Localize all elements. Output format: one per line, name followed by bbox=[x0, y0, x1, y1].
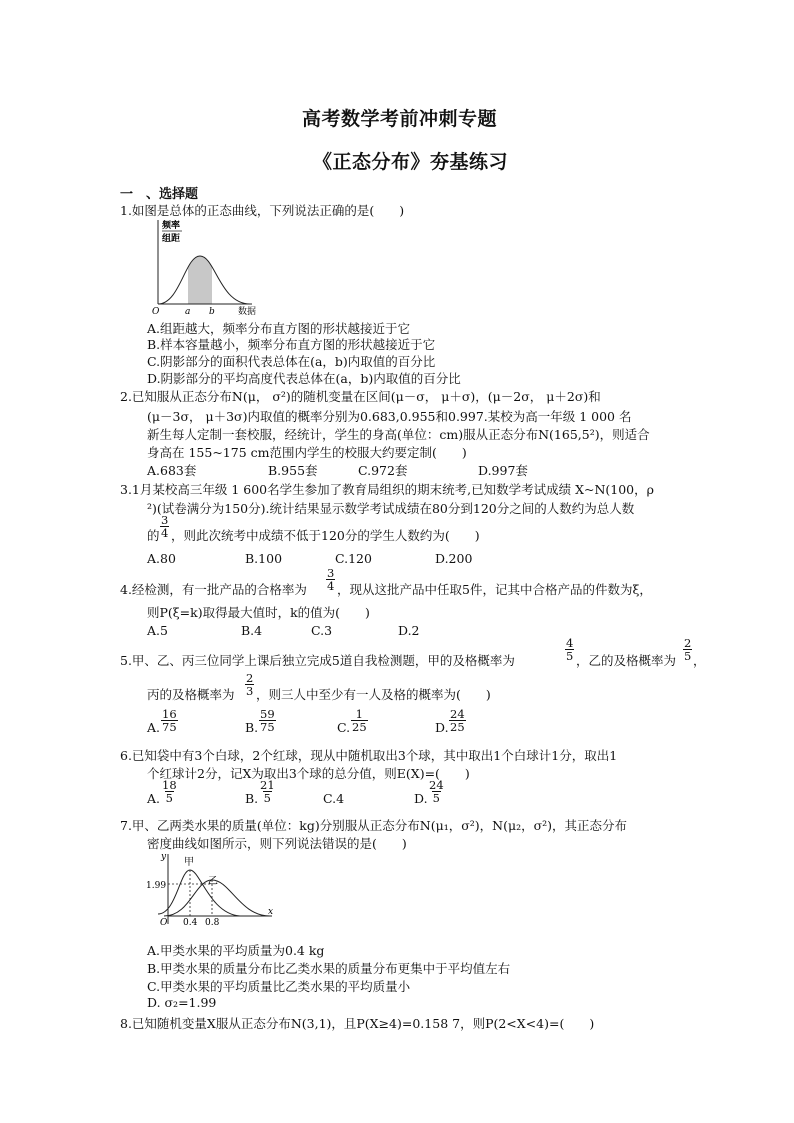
q4-fraction-denominator: 4 bbox=[327, 579, 335, 593]
q4-option-d: D.2 bbox=[398, 623, 420, 638]
q2-line-4: 身高在 155~175 cm范围内学生的校服大约要定制( ) bbox=[147, 445, 467, 460]
q6-option-b bbox=[259, 779, 276, 804]
q5-fraction-2 bbox=[683, 637, 692, 662]
q6-line-2: 个红球计2分，记X为取出3个球的总分值，则E(X)=( ) bbox=[147, 766, 470, 781]
q6-option-a-denominator: 5 bbox=[165, 791, 173, 805]
q5-option-a-label: A. bbox=[147, 720, 161, 735]
q7-line-1: 7.甲、乙两类水果的质量(单位：kg)分别服从正态分布N(μ₁，σ²)，N(μ₂，σ²)，其正态分布 bbox=[120, 818, 627, 833]
page-subtitle: 《正态分布》夯基练习 bbox=[313, 151, 509, 173]
curve-label-yi: 乙 bbox=[208, 876, 218, 887]
q7-option-d: D. σ₂=1.99 bbox=[147, 995, 217, 1010]
q5-option-c bbox=[351, 708, 368, 733]
q4-option-b: B.4 bbox=[241, 623, 263, 638]
q2-line-1: 2.已知服从正态分布N(μ， σ²)的随机变量在区间(μ－σ， μ＋σ)，(μ－2σ， μ＋2σ)和 bbox=[120, 389, 601, 404]
q5-fraction-3-denominator: 3 bbox=[246, 684, 254, 698]
q8-line-1: 8.已知随机变量X服从正态分布N(3,1)，且P(X≥4)=0.158 7，则P(2<X<4)=( ) bbox=[120, 1016, 595, 1031]
x-axis-label: 数据 bbox=[238, 307, 257, 316]
q5-option-a-numerator: 16 bbox=[162, 707, 177, 721]
q6-option-b-label: B. bbox=[245, 791, 259, 806]
y-tick-1-99: 1.99 bbox=[146, 881, 167, 891]
q7-option-b: B.甲类水果的质量分布比乙类水果的质量分布更集中于平均值左右 bbox=[147, 961, 511, 976]
q6-option-d-numerator: 24 bbox=[429, 778, 444, 792]
tick-b: b bbox=[209, 307, 215, 316]
q5-option-b-label: B. bbox=[245, 720, 259, 735]
q3-line-3-suffix: ，则此次统考中成绩不低于120分的学生人数约为( ) bbox=[171, 528, 480, 543]
q3-option-d: D.200 bbox=[435, 551, 473, 566]
q5-line-1-mid: ，乙的及格概率为 bbox=[576, 653, 677, 668]
q5-option-a bbox=[161, 708, 178, 733]
q6-option-a-label: A. bbox=[147, 791, 161, 806]
q4-line-2: 则P(ξ=k)取得最大值时，k的值为( ) bbox=[147, 605, 370, 620]
q3-option-a: A.80 bbox=[147, 551, 176, 566]
q3-line-2: ²)(试卷满分为150分).统计结果显示数学考试成绩在80分到120分之间的人数约为总人数 bbox=[147, 501, 635, 516]
q5-fraction-2-denominator: 5 bbox=[684, 649, 692, 663]
q5-fraction-2-numerator: 2 bbox=[684, 636, 692, 650]
q2-option-b: B.955套 bbox=[268, 463, 318, 478]
q2-option-a: A.683套 bbox=[147, 463, 197, 478]
q5-fraction-1-denominator: 5 bbox=[566, 649, 574, 663]
q1-option-c: C.阴影部分的面积代表总体在(a，b)内取值的百分比 bbox=[147, 354, 436, 369]
q3-option-b: B.100 bbox=[245, 551, 283, 566]
q2-line-2: (μ－3σ， μ＋3σ)内取值的概率分别为0.683,0.955和0.997.某校为高一年级 1 000 名 bbox=[147, 409, 632, 424]
y-label-top: 频率 bbox=[162, 221, 181, 231]
q5-fraction-3-numerator: 2 bbox=[246, 671, 254, 685]
q5-option-c-label: C. bbox=[337, 720, 351, 735]
q6-option-b-denominator: 5 bbox=[263, 791, 271, 805]
q6-option-d-denominator: 5 bbox=[432, 791, 440, 805]
q5-fraction-1 bbox=[565, 637, 574, 662]
q5-option-b-numerator: 59 bbox=[260, 707, 275, 721]
q6-option-c: C.4 bbox=[323, 791, 345, 806]
x-axis-label: x bbox=[268, 907, 274, 917]
q2-line-3: 新生每人定制一套校服，经统计，学生的身高(单位：cm)服从正态分布N(165,5²)，则适合 bbox=[147, 427, 650, 442]
q6-line-1: 6.已知袋中有3个白球，2个红球，现从中随机取出3个球，其中取出1个白球计1分，取出1 bbox=[120, 748, 618, 763]
q5-option-d-numerator: 24 bbox=[450, 707, 465, 721]
q3-line-3-prefix: 的 bbox=[147, 528, 160, 543]
q5-option-c-denominator: 25 bbox=[352, 720, 367, 734]
q6-option-a-numerator: 18 bbox=[162, 778, 177, 792]
q4-option-a: A.5 bbox=[147, 623, 168, 638]
q4-fraction bbox=[326, 567, 335, 592]
q1-option-a: A.组距越大，频率分布直方图的形状越接近于它 bbox=[147, 321, 411, 336]
q5-option-a-denominator: 75 bbox=[162, 720, 177, 734]
curve-label-jia: 甲 bbox=[184, 857, 194, 868]
q4-fraction-numerator: 3 bbox=[327, 566, 335, 580]
q3-fraction bbox=[160, 514, 169, 539]
q6-option-d-label: D. bbox=[414, 791, 428, 806]
q7-density-curves-figure bbox=[140, 850, 280, 932]
x-tick-0-4: 0.4 bbox=[183, 918, 198, 928]
tick-a: a bbox=[185, 307, 191, 316]
q5-option-d-label: D. bbox=[435, 720, 449, 735]
x-tick-0-8: 0.8 bbox=[205, 918, 220, 928]
q1-stem: 1.如图是总体的正态曲线，下列说法正确的是( ) bbox=[120, 203, 405, 218]
q1-option-d: D.阴影部分的平均高度代表总体在(a，b)内取值的百分比 bbox=[147, 371, 461, 386]
q6-option-d bbox=[428, 779, 445, 804]
q5-option-d bbox=[449, 708, 466, 733]
q5-line-2-prefix: 丙的及格概率为 bbox=[147, 687, 235, 702]
q5-option-d-denominator: 25 bbox=[450, 720, 465, 734]
q5-option-b-denominator: 75 bbox=[260, 720, 275, 734]
q5-option-b bbox=[259, 708, 276, 733]
q6-option-b-numerator: 21 bbox=[260, 778, 275, 792]
q5-fraction-3 bbox=[245, 672, 254, 697]
q2-option-c: C.972套 bbox=[358, 463, 408, 478]
q4-line-1-prefix: 4.经检测，有一批产品的合格率为 bbox=[120, 582, 307, 597]
q1-normal-curve-figure bbox=[140, 218, 270, 316]
page-title: 高考数学考前冲刺专题 bbox=[302, 108, 498, 130]
curve-jia bbox=[158, 870, 240, 916]
origin-label: O bbox=[152, 307, 160, 316]
section-heading: 一 、选择题 bbox=[120, 187, 199, 202]
q5-option-c-numerator: 1 bbox=[355, 707, 363, 721]
q6-option-a bbox=[161, 779, 178, 804]
q5-line-1-suffix: ， bbox=[693, 653, 706, 668]
y-label-bottom: 组距 bbox=[162, 234, 181, 244]
q2-option-d: D.997套 bbox=[478, 463, 528, 478]
q7-line-2: 密度曲线如图所示，则下列说法错误的是( ) bbox=[147, 836, 407, 851]
q4-option-c: C.3 bbox=[311, 623, 333, 638]
q4-line-1-suffix: ，现从这批产品中任取5件，记其中合格产品的件数为ξ， bbox=[337, 582, 652, 597]
origin-label: O bbox=[160, 918, 168, 928]
q3-option-c: C.120 bbox=[335, 551, 372, 566]
q1-option-b: B.样本容量越小，频率分布直方图的形状越接近于它 bbox=[147, 337, 436, 352]
q3-fraction-numerator: 3 bbox=[161, 513, 169, 527]
q5-line-1-prefix: 5.甲、乙、丙三位同学上课后独立完成5道自我检测题，甲的及格概率为 bbox=[120, 653, 515, 668]
q3-fraction-denominator: 4 bbox=[161, 526, 169, 540]
q7-option-a: A.甲类水果的平均质量为0.4 kg bbox=[147, 943, 325, 958]
y-axis-label: y bbox=[161, 852, 167, 862]
q7-option-c: C.甲类水果的平均质量比乙类水果的平均质量小 bbox=[147, 979, 411, 994]
q5-fraction-1-numerator: 4 bbox=[566, 636, 574, 650]
q3-line-1: 3.1月某校高三年级 1 600名学生参加了教育局组织的期末统考,已知数学考试成绩 X~N(100，ρ bbox=[120, 482, 654, 497]
q5-line-2-suffix: ，则三人中至少有一人及格的概率为( ) bbox=[256, 687, 491, 702]
